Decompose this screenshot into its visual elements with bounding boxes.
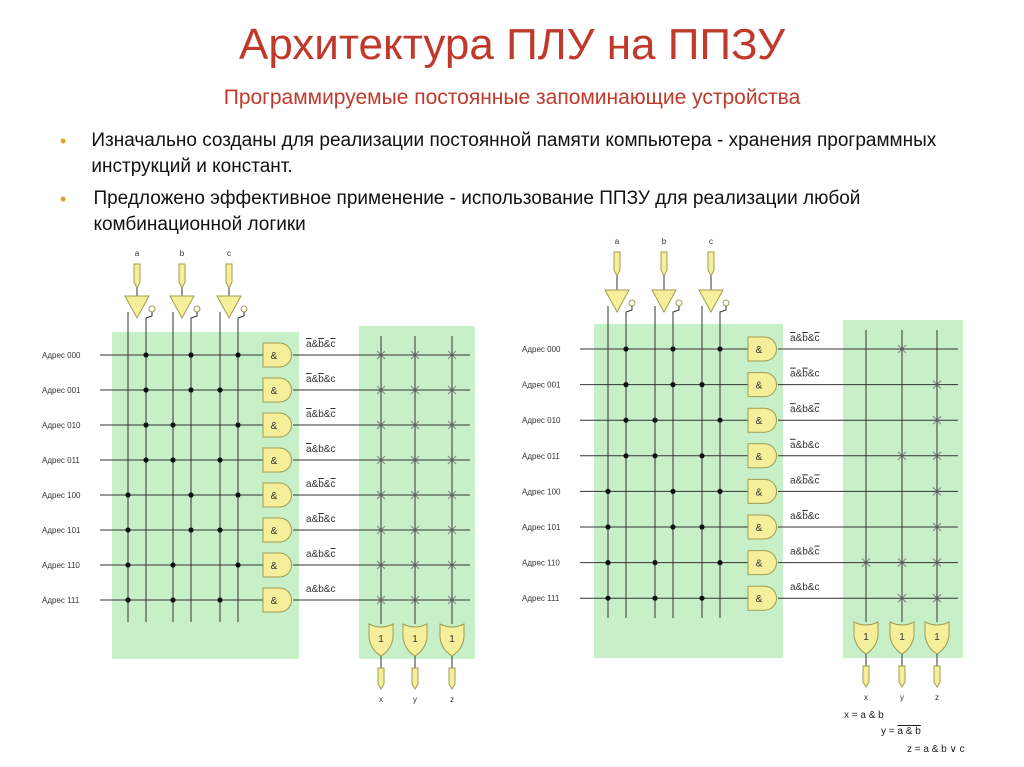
and-connection-dot [235,422,240,427]
and-gate-symbol: & [755,380,763,392]
and-connection-dot [623,382,628,387]
minterm-label: a&b&c [306,584,336,595]
and-connection-dot [235,492,240,497]
or-gate-symbol: 1 [863,632,869,643]
and-connection-dot [605,524,610,529]
and-connection-dot [170,457,175,462]
and-gate-symbol: & [270,456,278,467]
address-label: Адрес 100 [42,491,81,500]
output-equation: x = a & b [844,710,884,721]
bullet-dot-icon: • [60,131,67,151]
bullet-dot-icon: • [60,189,67,209]
or-gate-symbol: 1 [449,634,455,645]
and-gate-symbol: & [270,491,278,502]
and-connection-dot [717,489,722,494]
address-label: Адрес 000 [42,351,81,360]
output-pin-icon [378,668,384,689]
and-connection-dot [623,346,628,351]
input-pin-icon [614,252,620,276]
or-gate-symbol: 1 [934,632,940,643]
inversion-bubble-icon [241,306,247,312]
output-label: y [413,695,417,704]
and-connection-dot [699,596,704,601]
minterm-label: a&b&c [790,368,820,380]
and-gate-symbol: & [755,487,763,499]
and-connection-dot [699,524,704,529]
and-connection-dot [699,453,704,458]
left-prom-diagram [42,249,475,704]
and-connection-dot [170,422,175,427]
and-connection-dot [188,527,193,532]
and-gate-symbol: & [755,558,763,570]
and-connection-dot [217,457,222,462]
and-connection-dot [717,346,722,351]
and-connection-dot [235,352,240,357]
and-connection-dot [125,562,130,567]
inverter-buffer-icon [605,290,629,312]
minterm-label: a&b&c [306,479,336,490]
inversion-bubble-icon [629,300,635,306]
right-prom-diagram [522,237,963,702]
address-label: Адрес 110 [522,558,560,568]
and-connection-dot [170,562,175,567]
and-gate-symbol: & [755,451,763,463]
and-connection-dot [125,492,130,497]
address-label: Адрес 001 [42,386,81,395]
and-connection-dot [605,596,610,601]
and-connection-dot [670,489,675,494]
and-connection-dot [143,457,148,462]
and-connection-dot [188,387,193,392]
and-connection-dot [143,352,148,357]
and-connection-dot [605,560,610,565]
minterm-label: a&b&c [306,444,336,455]
minterm-label: a&b&c [306,514,336,525]
output-pin-icon [863,666,869,687]
minterm-label: a&b&c [306,374,336,385]
slide-subtitle: Программируемые постоянные запоминающие устройства [223,86,801,109]
slide-title: Архитектура ПЛУ на ППЗУ [238,20,786,69]
and-connection-dot [652,418,657,423]
input-pin-icon [179,264,185,288]
output-label: z [935,693,939,702]
and-gate-symbol: & [270,421,278,432]
input-pin-icon [226,264,232,288]
and-gate-symbol: & [755,594,763,606]
inversion-bubble-icon [723,300,729,306]
inverter-buffer-icon [652,290,676,312]
output-pin-icon [412,668,418,689]
input-pin-icon [661,252,667,276]
address-label: Адрес 011 [42,456,80,465]
address-label: Адрес 011 [522,451,560,461]
and-gate-symbol: & [270,351,278,362]
output-pin-icon [899,666,905,687]
or-gate-symbol: 1 [412,634,418,645]
minterm-label: a&b&c [790,511,820,522]
address-label: Адрес 010 [42,421,81,430]
and-gate-symbol: & [270,526,278,537]
and-connection-dot [699,382,704,387]
and-connection-dot [670,382,675,387]
minterm-label: a&b&c [790,404,820,416]
and-connection-dot [652,453,657,458]
and-connection-dot [125,527,130,532]
input-label: c [709,237,713,246]
address-label: Адрес 100 [522,487,561,497]
and-connection-dot [235,562,240,567]
output-label: x [864,693,868,702]
and-connection-dot [605,489,610,494]
and-connection-dot [143,422,148,427]
input-label: b [661,237,667,246]
minterm-label: a&b&c [790,475,820,487]
minterm-label: a&b&c [790,439,820,451]
output-pin-icon [934,666,940,687]
minterm-label: a&b&c [790,582,820,594]
address-label: Адрес 111 [42,596,80,605]
and-connection-dot [143,387,148,392]
minterm-label: a&b&c [306,339,336,350]
output-label: y [900,693,904,702]
and-gate-symbol: & [270,386,278,397]
and-gate-symbol: & [270,561,278,572]
and-connection-dot [125,597,130,602]
and-connection-dot [217,527,222,532]
and-connection-dot [623,453,628,458]
and-connection-dot [170,597,175,602]
input-label: a [614,237,620,246]
and-connection-dot [217,387,222,392]
and-connection-dot [652,560,657,565]
and-gate-symbol: & [755,523,763,534]
address-label: Адрес 101 [42,526,81,535]
address-label: Адрес 111 [522,594,560,604]
minterm-label: a&b&c [306,409,336,420]
or-gate-symbol: 1 [899,632,905,643]
address-label: Адрес 010 [522,416,561,426]
bullet-text: Предложено эффективное применение - использование ППЗУ для реализации любой комбинационной логики [93,188,861,235]
minterm-label: a&b&c [790,546,820,558]
inversion-bubble-icon [676,300,682,306]
output-label: x [379,695,383,704]
address-label: Адрес 000 [522,345,561,354]
address-label: Адрес 001 [522,380,561,390]
or-array-panel [843,320,963,658]
and-gate-symbol: & [270,596,278,607]
and-gate-symbol: & [755,345,763,356]
output-equations [844,710,965,755]
output-equation: z = a & b ∨ c [907,744,965,755]
and-connection-dot [717,418,722,423]
address-label: Адрес 101 [522,523,561,532]
inverter-buffer-icon [125,296,149,318]
and-connection-dot [217,597,222,602]
inverter-buffer-icon [170,296,194,318]
minterm-label: a&b&c [790,333,820,344]
and-connection-dot [652,596,657,601]
inversion-bubble-icon [149,306,155,312]
inverter-buffer-icon [699,290,723,312]
input-pin-icon [134,264,140,288]
output-label: z [450,695,454,704]
and-connection-dot [670,346,675,351]
bullet-text: Изначально созданы для реализации постоянной памяти компьютера - хранения программных инструкций и констант. [91,130,937,177]
minterm-label: a&b&c [306,549,336,560]
and-connection-dot [717,560,722,565]
address-label: Адрес 110 [42,561,80,570]
and-connection-dot [670,524,675,529]
inverter-buffer-icon [217,296,241,318]
input-pin-icon [708,252,714,276]
output-pin-icon [449,668,455,689]
input-label: c [227,249,231,258]
or-gate-symbol: 1 [378,634,384,645]
and-gate-symbol: & [755,416,763,428]
and-connection-dot [188,352,193,357]
input-label: a [134,249,140,258]
inversion-bubble-icon [194,306,200,312]
input-label: b [179,249,185,258]
and-connection-dot [623,418,628,423]
and-connection-dot [188,492,193,497]
output-equation: y = a & b [881,726,921,737]
